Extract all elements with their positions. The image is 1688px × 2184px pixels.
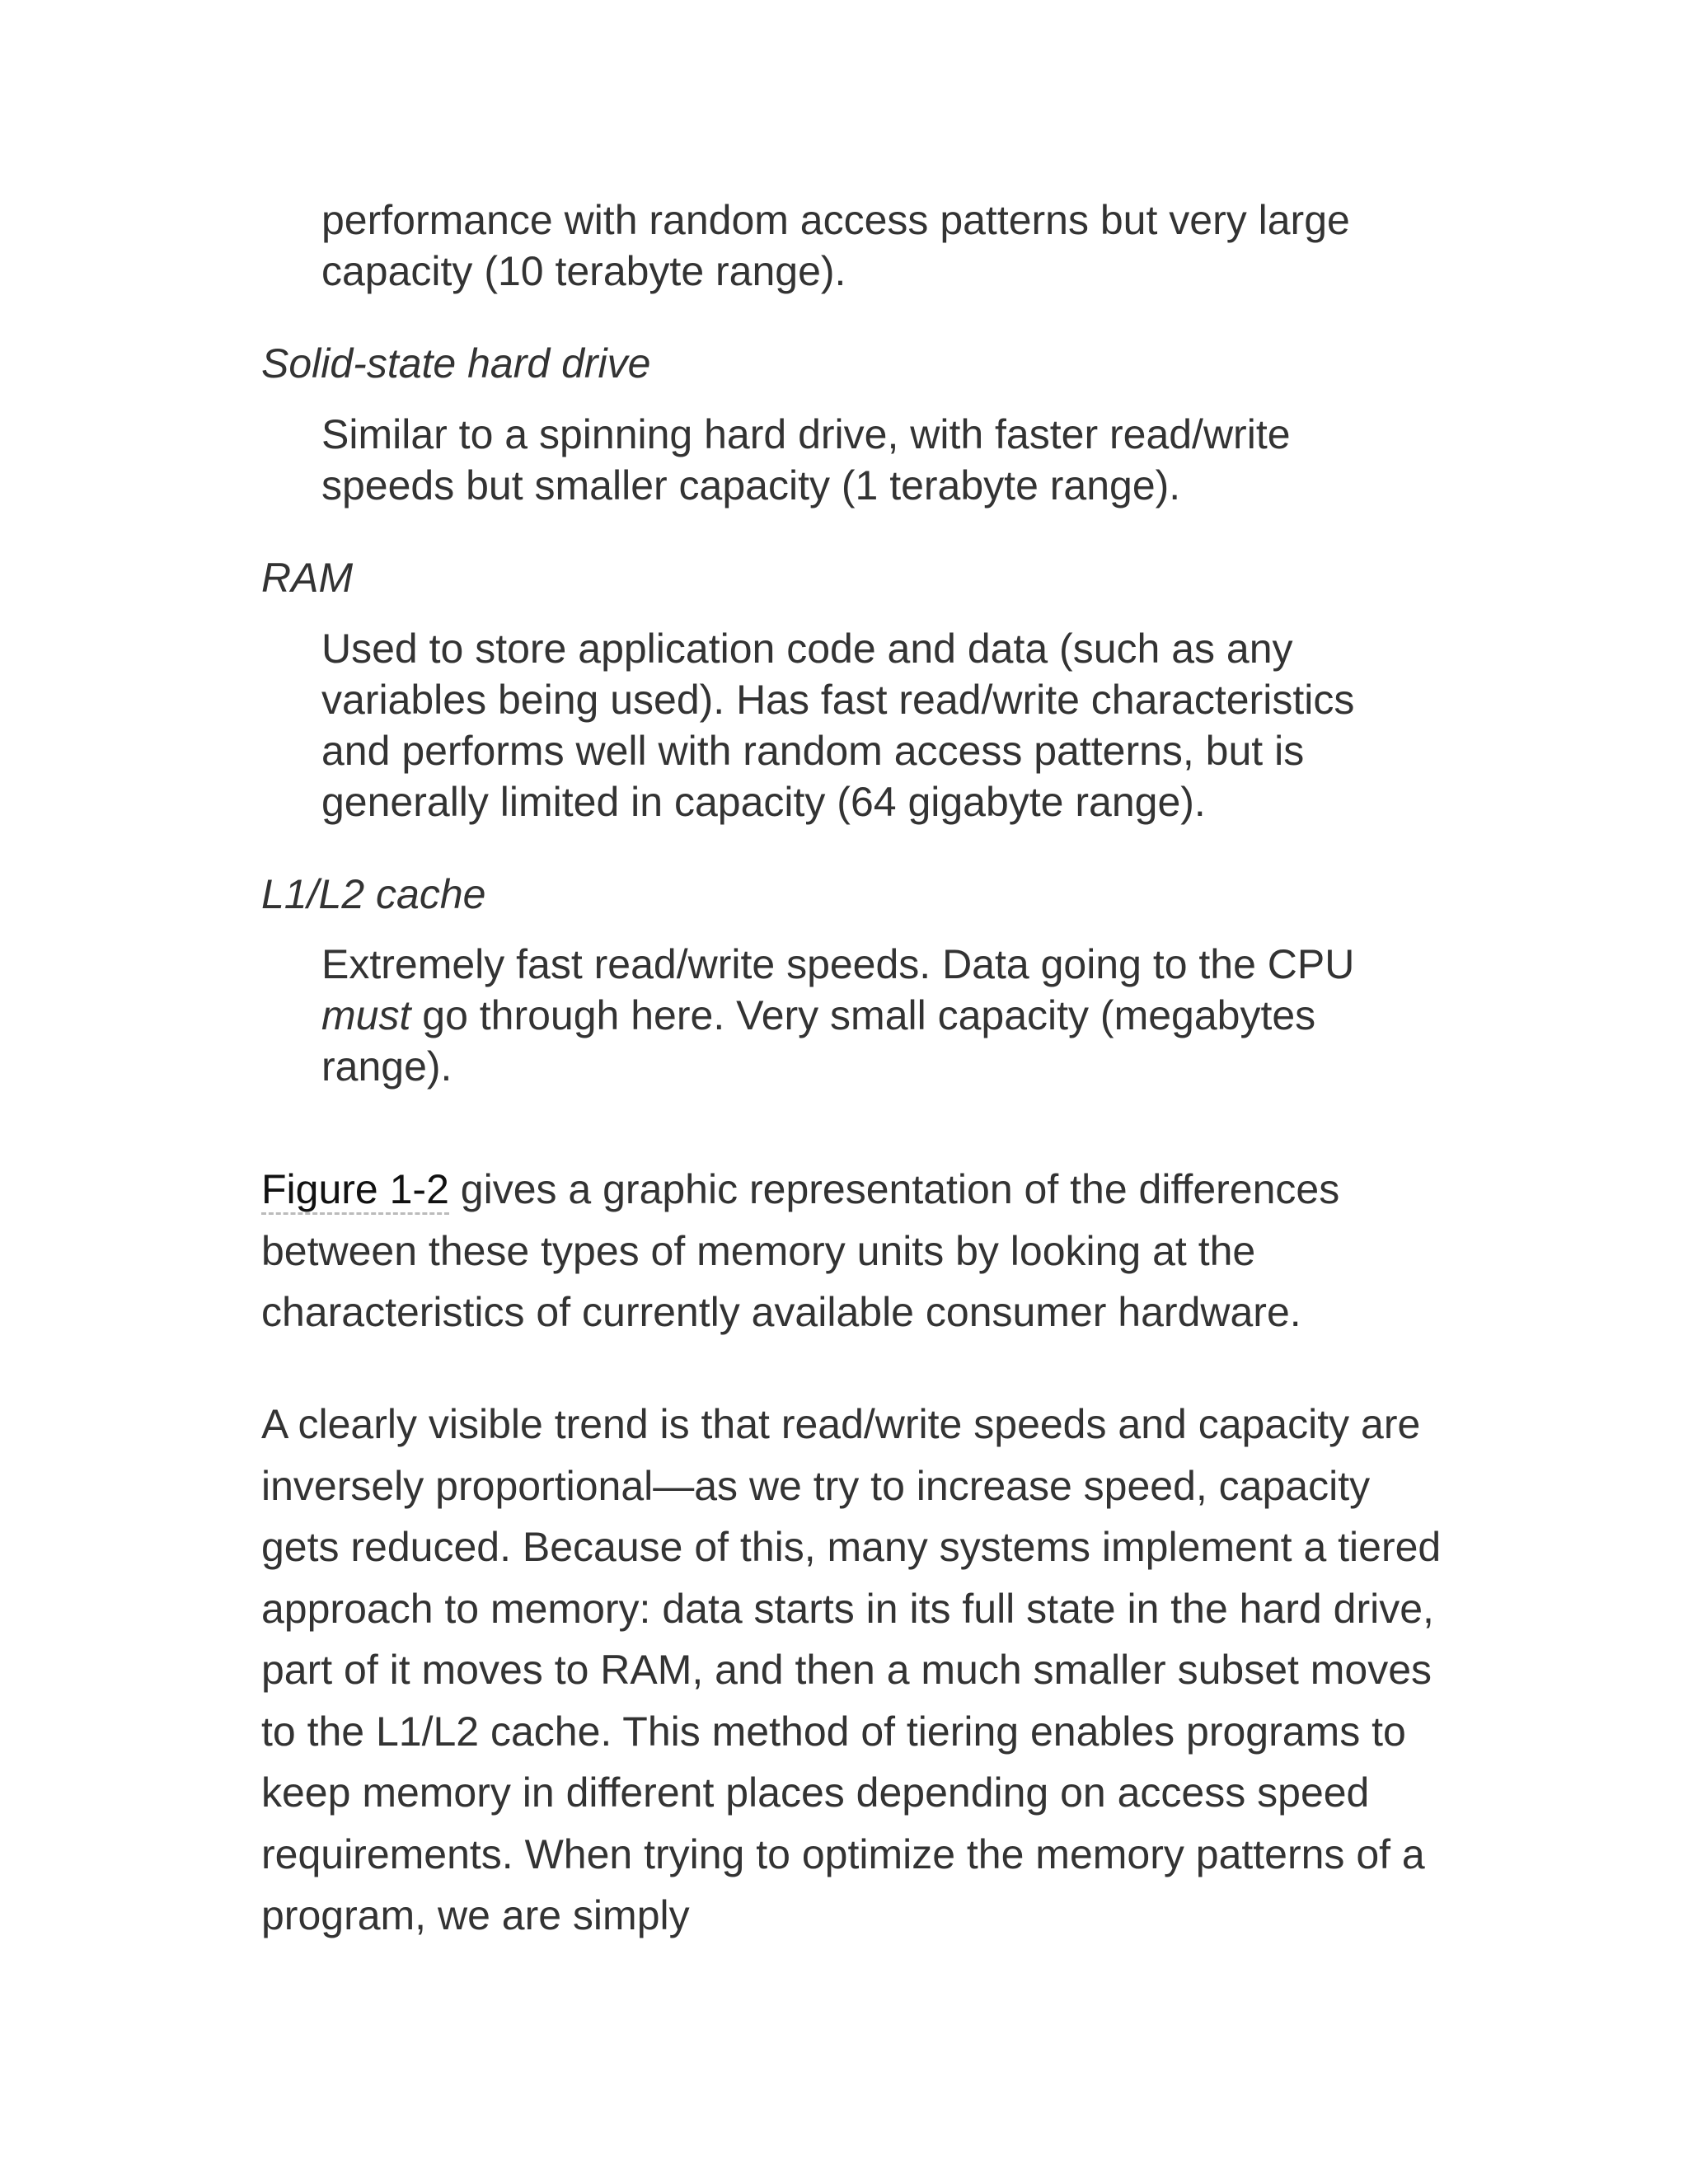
cache-description-end: go through here. Very small capacity (megabytes range). <box>321 992 1316 1090</box>
cache-term: L1/L2 cache <box>261 871 486 917</box>
spinning-hard-drive-description-continued: performance with random access patterns but very large capacity (10 terabyte range). <box>321 197 1350 294</box>
tiered-memory-paragraph: A clearly visible trend is that read/write speeds and capacity are inversely proportional—as we try to increase speed, capacity gets reduced. Because of this, many systems implement a tiered approach to memory: data starts in its full state in the hard drive, part of it moves to RAM, and then a much smaller subset moves to the L1/L2 cache. This method of tiering enables programs to keep memory in different places depending on access speed requirements. When trying to optimize the memory patterns of a program, we are simply <box>261 1401 1442 1938</box>
figure-link[interactable]: Figure 1-2 <box>261 1166 449 1215</box>
cache-description <box>321 939 1409 1092</box>
cache-description-start: Extremely fast read/write speeds. Data going to the CPU <box>321 941 1355 987</box>
ssd-description: Similar to a spinning hard drive, with faster read/write speeds but smaller capacity (1 terabyte range). <box>321 411 1291 509</box>
ssd-term: Solid-state hard drive <box>261 340 651 387</box>
figure-reference-text: gives a graphic representation of the differences between these types of memory units by looking at the characteristics of currently available consumer hardware. <box>261 1166 1340 1335</box>
figure-reference-paragraph <box>261 1159 1448 1343</box>
ram-term: RAM <box>261 555 354 601</box>
ram-description: Used to store application code and data (such as any variables being used). Has fast read/write characteristics and performs well with random access patterns, but is generally limited in capacity (64 gigabyte range). <box>321 626 1355 825</box>
cache-description-emphasis: must <box>321 992 411 1038</box>
